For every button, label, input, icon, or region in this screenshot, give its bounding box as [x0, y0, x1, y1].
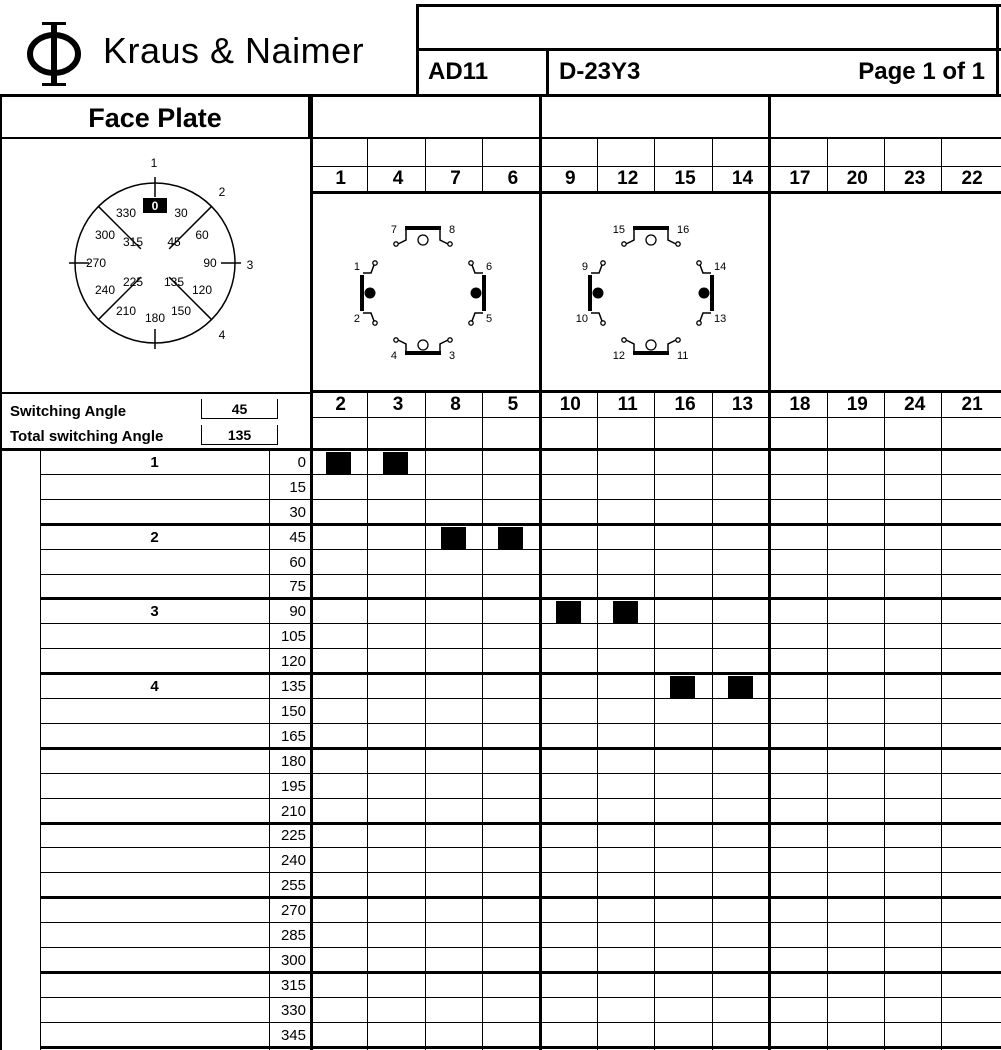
table-row-rule — [40, 922, 1001, 923]
angle-label-150: 150 — [170, 304, 192, 318]
terminal-col-line — [425, 393, 426, 450]
contact-roller — [593, 288, 604, 299]
position-label-1: 1 — [150, 156, 158, 170]
terminal-number-bottom: 3 — [392, 394, 404, 415]
drawing-number: D-23Y3 — [559, 58, 641, 85]
contact-lead — [626, 230, 634, 244]
terminal-col-line — [827, 139, 828, 191]
header-rule — [310, 390, 1001, 393]
angle-label-90: 90 — [203, 256, 217, 270]
column-group-divider — [539, 96, 542, 450]
terminal-col-line — [941, 139, 942, 191]
table-row-rule — [40, 1046, 1001, 1049]
contact-terminal — [676, 338, 680, 342]
contact-terminal — [373, 261, 377, 265]
terminal-number-bottom: 13 — [731, 394, 754, 415]
table-col-line — [712, 450, 713, 1050]
angle-label-30: 30 — [174, 206, 188, 220]
contact-terminal-label: 5 — [486, 313, 493, 325]
terminal-number-bottom: 10 — [559, 394, 581, 415]
table-col-line — [482, 450, 483, 1050]
position-label-3: 3 — [246, 258, 254, 272]
contact-closed-marker — [728, 676, 753, 698]
indicator-label: 0 — [151, 199, 159, 213]
contact-terminal — [448, 242, 452, 246]
contact-lead — [440, 230, 448, 244]
contact-bar — [633, 226, 669, 230]
terminal-col-line — [597, 139, 598, 191]
table-row-rule — [40, 723, 1001, 724]
switching-angle-value: 45 — [201, 399, 278, 419]
contact-bar — [360, 275, 364, 311]
face-plate-title: Face Plate — [88, 102, 222, 133]
contact-closed-marker — [498, 527, 523, 549]
table-col-line — [827, 450, 828, 1050]
angle-label-240: 240 — [94, 283, 116, 297]
contact-bar — [405, 351, 441, 355]
contact-bar — [588, 275, 592, 311]
terminal-col-line — [482, 393, 483, 450]
contact-lead — [472, 265, 483, 273]
table-angle: 0 — [297, 453, 306, 471]
contact-terminal-label: 3 — [449, 350, 456, 362]
contact-closed-marker — [441, 527, 466, 549]
table-row-rule — [40, 1022, 1001, 1023]
table-col-line — [367, 450, 368, 1050]
table-row-rule — [40, 872, 1001, 873]
header-rule — [310, 191, 1001, 194]
terminal-number-bottom: 2 — [335, 394, 346, 415]
angle-label-60: 60 — [195, 228, 209, 242]
table-row-rule — [40, 574, 1001, 575]
terminal-number-bottom: 19 — [846, 394, 868, 415]
table-angle: 225 — [280, 827, 306, 845]
table-angle: 150 — [280, 702, 306, 720]
contact-lead — [398, 340, 406, 352]
contact-terminal-label: 8 — [449, 224, 456, 236]
table-col-line — [884, 450, 885, 1050]
table-position: 2 — [150, 528, 159, 546]
terminal-col-line — [884, 393, 885, 450]
table-row-rule — [40, 648, 1001, 649]
table-row-rule — [40, 798, 1001, 799]
contact-diagram-left — [350, 218, 510, 368]
contact-roller — [646, 340, 656, 350]
table-angle: 90 — [289, 603, 306, 621]
terminal-col-line — [712, 393, 713, 450]
face-plate-dial — [50, 150, 270, 350]
table-angle: 135 — [280, 678, 306, 696]
contact-bar — [482, 275, 486, 311]
terminal-number-bottom: 21 — [961, 394, 983, 415]
position-label-2: 2 — [218, 185, 226, 199]
table-angle: 105 — [280, 628, 306, 646]
contact-terminal — [469, 261, 473, 265]
contact-terminal-label: 6 — [486, 261, 493, 273]
terminal-number-bottom: 16 — [674, 394, 696, 415]
contact-closed-marker — [383, 452, 408, 474]
switching-table — [0, 448, 1001, 1050]
terminal-number-top: 22 — [961, 168, 983, 189]
contact-terminal-label: 7 — [390, 224, 397, 236]
contact-roller — [471, 288, 482, 299]
terminal-col-line — [941, 393, 942, 450]
angle-label-225: 225 — [122, 275, 144, 289]
contact-roller — [646, 235, 656, 245]
table-angle: 240 — [280, 852, 306, 870]
terminal-col-line — [712, 139, 713, 191]
table-position: 1 — [150, 453, 159, 471]
angle-label-300: 300 — [94, 228, 116, 242]
contact-terminal — [469, 321, 473, 325]
terminal-number-top: 12 — [617, 168, 639, 189]
table-position: 3 — [150, 603, 159, 621]
contact-terminal — [601, 261, 605, 265]
contact-terminal-label: 10 — [575, 313, 588, 325]
table-angle: 285 — [280, 927, 306, 945]
terminal-number-bottom: 18 — [789, 394, 811, 415]
contact-bar — [710, 275, 714, 311]
contact-terminal-label: 12 — [612, 350, 625, 362]
terminal-number-bottom: 5 — [507, 394, 519, 415]
contact-lead — [591, 313, 602, 321]
angle-label-120: 120 — [191, 283, 213, 297]
angle-label-330: 330 — [115, 206, 137, 220]
contact-terminal — [697, 261, 701, 265]
table-angle: 345 — [280, 1026, 306, 1044]
total-switching-angle-label: Total switching Angle — [10, 428, 164, 445]
table-angle: 195 — [280, 777, 306, 795]
contact-lead — [363, 313, 374, 321]
table-angle: 180 — [280, 752, 306, 770]
contact-lead — [700, 313, 711, 321]
contact-bar — [633, 351, 669, 355]
table-angle: 75 — [289, 578, 306, 596]
terminal-number-bottom: 8 — [450, 394, 461, 415]
contact-terminal-label: 16 — [677, 224, 690, 236]
switching-angle-label: Switching Angle — [10, 403, 127, 420]
table-angle: 120 — [280, 653, 306, 671]
table-col-line — [654, 450, 655, 1050]
contact-lead — [363, 265, 374, 273]
terminal-col-line — [425, 139, 426, 191]
angle-label-135: 135 — [163, 275, 185, 289]
page-indicator: Page 1 of 1 — [858, 58, 985, 85]
terminal-col-line — [367, 139, 368, 191]
terminal-number-bottom: 11 — [617, 394, 638, 415]
header-rule — [310, 166, 1001, 167]
angle-label-45: 45 — [167, 235, 181, 249]
terminal-col-line — [597, 393, 598, 450]
terminal-number-bottom: 24 — [904, 394, 926, 415]
angle-label-270: 270 — [85, 256, 107, 270]
table-angle: 300 — [280, 951, 306, 969]
model-code: AD11 — [428, 58, 489, 85]
contact-lead — [626, 340, 634, 352]
terminal-number-top: 17 — [789, 168, 811, 189]
contact-terminal-label: 2 — [353, 313, 360, 325]
contact-lead — [440, 340, 448, 352]
table-border — [0, 448, 2, 1050]
contact-closed-marker — [670, 676, 695, 698]
table-row-rule — [40, 822, 1001, 825]
contact-terminal-label: 9 — [581, 261, 588, 273]
header-rule — [310, 137, 1001, 139]
contact-bar — [405, 226, 441, 230]
terminal-col-line — [884, 139, 885, 191]
contact-terminal — [601, 321, 605, 325]
contact-terminal — [394, 338, 398, 342]
angle-label-210: 210 — [115, 304, 137, 318]
contact-diagram-right — [575, 218, 738, 368]
terminal-col-line — [654, 393, 655, 450]
contact-roller — [365, 288, 376, 299]
table-angle: 30 — [289, 503, 306, 521]
terminal-number-top: 4 — [392, 168, 404, 189]
contact-lead — [668, 230, 676, 244]
table-row-rule — [40, 947, 1001, 948]
contact-closed-marker — [556, 601, 581, 623]
table-row-rule — [40, 747, 1001, 750]
table-angle: 60 — [289, 553, 306, 571]
position-label-4: 4 — [218, 328, 226, 342]
header-rule — [310, 417, 1001, 418]
phi-logo — [20, 18, 90, 88]
contact-terminal-label: 1 — [353, 261, 360, 273]
table-col-line — [941, 450, 942, 1050]
contact-terminal — [394, 242, 398, 246]
contact-terminal-label: 15 — [612, 224, 625, 236]
terminal-number-top: 1 — [335, 168, 346, 189]
contact-terminal — [622, 338, 626, 342]
contact-roller — [418, 235, 428, 245]
terminal-number-top: 6 — [507, 168, 519, 189]
contact-roller — [699, 288, 710, 299]
terminal-number-top: 14 — [731, 168, 754, 189]
angle-label-315: 315 — [122, 235, 144, 249]
table-row-rule — [40, 896, 1001, 899]
contact-lead — [668, 340, 676, 352]
contact-terminal-label: 11 — [677, 350, 689, 362]
table-angle: 270 — [280, 902, 306, 920]
table-angle: 255 — [280, 877, 306, 895]
total-switching-angle-value: 135 — [201, 425, 278, 445]
terminal-number-top: 15 — [674, 168, 696, 189]
contact-terminal — [373, 321, 377, 325]
contact-lead — [472, 313, 483, 321]
column-group-divider — [310, 96, 313, 450]
terminal-number-top: 9 — [565, 168, 576, 189]
terminal-number-top: 20 — [846, 168, 868, 189]
table-row-rule — [40, 773, 1001, 774]
terminal-col-line — [482, 139, 483, 191]
table-position: 4 — [150, 678, 159, 696]
contact-terminal-label: 4 — [390, 350, 397, 362]
table-col-line — [597, 450, 598, 1050]
contact-lead — [398, 230, 406, 244]
contact-roller — [418, 340, 428, 350]
table-angle: 45 — [289, 528, 306, 546]
contact-terminal-label: 13 — [714, 313, 727, 325]
terminal-number-top: 23 — [904, 168, 926, 189]
table-angle: 15 — [289, 478, 306, 496]
table-angle: 330 — [280, 1001, 306, 1019]
contact-terminal — [697, 321, 701, 325]
table-row-rule — [40, 499, 1001, 500]
angle-label-180: 180 — [144, 311, 166, 325]
contact-terminal-label: 14 — [714, 261, 727, 273]
terminal-col-line — [827, 393, 828, 450]
contact-terminal — [676, 242, 680, 246]
table-angle: 165 — [280, 727, 306, 745]
contact-lead — [700, 265, 711, 273]
table-angle: 210 — [280, 802, 306, 820]
contact-lead — [591, 265, 602, 273]
table-angle: 315 — [280, 976, 306, 994]
terminal-number-top: 7 — [450, 168, 461, 189]
brand-name: Kraus & Naimer — [103, 30, 365, 71]
table-col-line — [425, 450, 426, 1050]
terminal-col-line — [367, 393, 368, 450]
column-group-divider — [768, 96, 771, 450]
contact-closed-marker — [613, 601, 638, 623]
contact-terminal — [448, 338, 452, 342]
table-row-rule — [40, 997, 1001, 998]
contact-closed-marker — [326, 452, 351, 474]
table-row-rule — [40, 847, 1001, 848]
table-row-rule — [40, 971, 1001, 974]
terminal-col-line — [654, 139, 655, 191]
contact-terminal — [622, 242, 626, 246]
